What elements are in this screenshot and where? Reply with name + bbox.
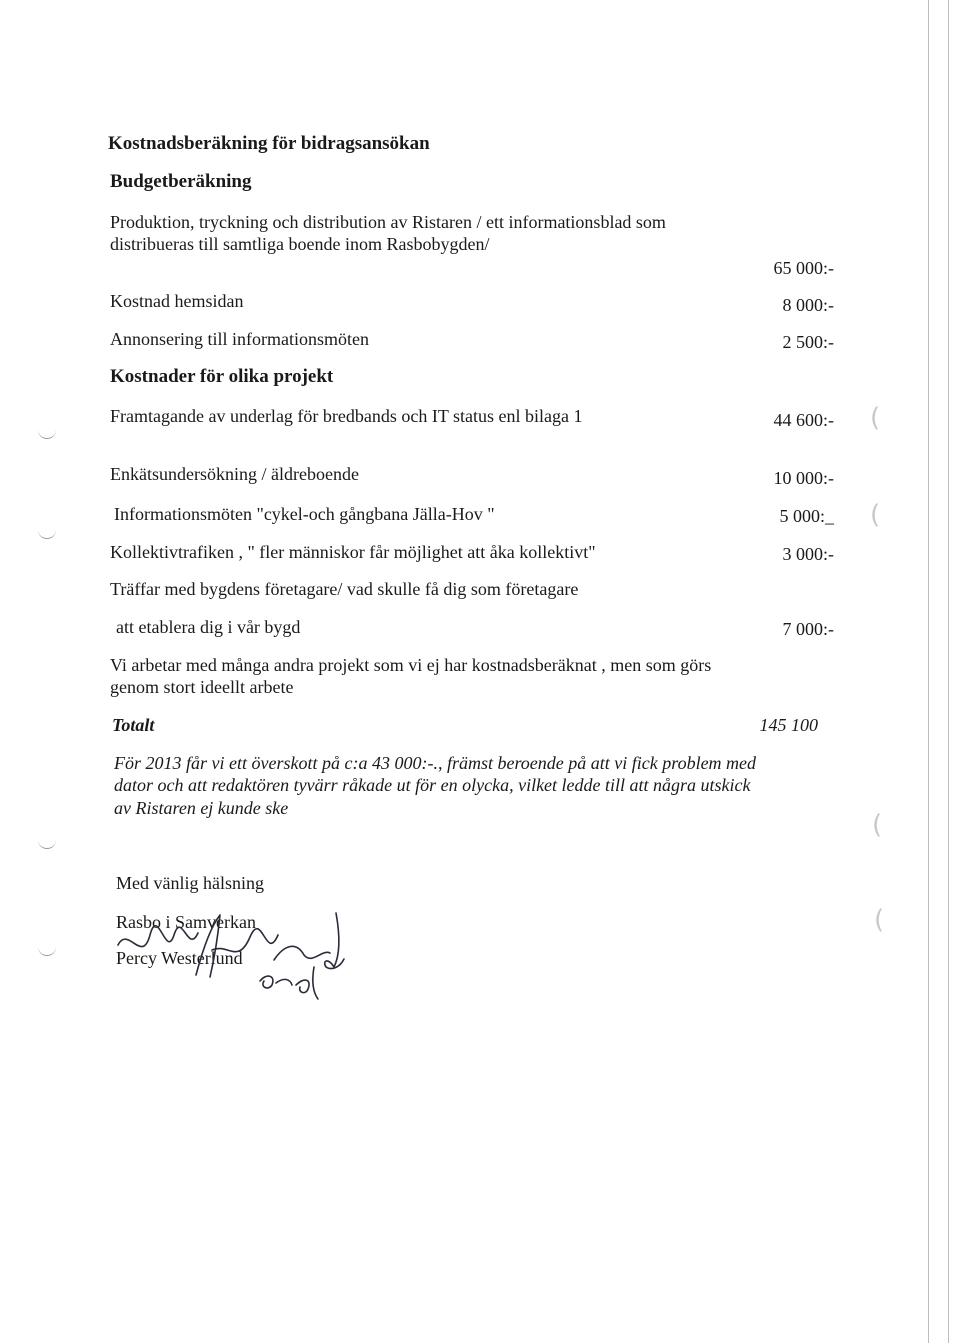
ads-amount: 2 500:- <box>782 332 834 352</box>
project-item-label: Framtagande av underlag för bredbands och IT status enl bilaga 1 <box>110 406 583 426</box>
margin-mark <box>38 428 56 439</box>
total-label: Totalt <box>112 715 155 735</box>
project-item-amount: 10 000:- <box>773 468 834 488</box>
organization-name: Rasbo i Samverkan <box>116 912 256 932</box>
greeting: Med vänlig hälsning <box>116 873 264 893</box>
volunteer-text-line: genom stort ideellt arbete <box>110 677 294 697</box>
margin-paren: ( <box>872 810 883 840</box>
project-item-label: Kollektivtrafiken , " fler människor får möjlighet att åka kollektivt" <box>110 542 596 562</box>
total-amount: 145 100 <box>759 715 818 735</box>
production-amount: 65 000:- <box>773 258 834 278</box>
margin-mark <box>38 528 56 539</box>
project-item-label: Enkätsundersökning / äldreboende <box>110 464 359 484</box>
project-item-amount: 5 000:_ <box>779 506 834 526</box>
website-amount: 8 000:- <box>782 295 834 315</box>
project-item-label: Informationsmöten "cykel-och gångbana Jälla-Hov " <box>114 504 495 524</box>
signature-caption: ordf. <box>298 1001 300 1002</box>
page-edge-line <box>928 0 929 1343</box>
note-text-line: För 2013 får vi ett överskott på c:a 43 000:-., främst beroende på att vi fick problem med <box>114 753 757 773</box>
margin-paren: ( <box>874 905 885 935</box>
meeting-text-line: Träffar med bygdens företagare/ vad skulle få dig som företagare <box>110 579 579 599</box>
production-text-line: distribueras till samtliga boende inom Rasbobygden/ <box>110 234 490 254</box>
project-item-amount: 44 600:- <box>773 410 834 430</box>
production-text-line: Produktion, tryckning och distribution av Ristaren / ett informationsblad som <box>110 212 666 232</box>
note-text-line: dator och att redaktören tyvärr råkade ut för en olycka, vilket ledde till att några utskick <box>114 775 751 795</box>
ads-label: Annonsering till informationsmöten <box>110 329 369 349</box>
page-edge-line <box>948 0 949 1343</box>
margin-mark <box>38 838 56 849</box>
website-label: Kostnad hemsidan <box>110 291 244 311</box>
document-title: Kostnadsberäkning för bidragsansökan <box>108 133 430 154</box>
projects-heading: Kostnader för olika projekt <box>110 366 334 387</box>
volunteer-text-line: Vi arbetar med många andra projekt som vi ej har kostnadsberäknat , men som görs <box>110 655 712 675</box>
meeting-amount: 7 000:- <box>782 619 834 639</box>
margin-mark <box>38 945 56 956</box>
budget-heading: Budgetberäkning <box>110 171 252 192</box>
signer-name: Percy Westerlund <box>116 948 243 968</box>
margin-paren: ( <box>870 403 881 433</box>
project-item-amount: 3 000:- <box>782 544 834 564</box>
margin-paren: ( <box>870 500 881 530</box>
note-text-line: av Ristaren ej kunde ske <box>114 798 289 818</box>
handwritten-signature <box>108 905 368 1005</box>
meeting-text-line: att etablera dig i vår bygd <box>116 617 301 637</box>
